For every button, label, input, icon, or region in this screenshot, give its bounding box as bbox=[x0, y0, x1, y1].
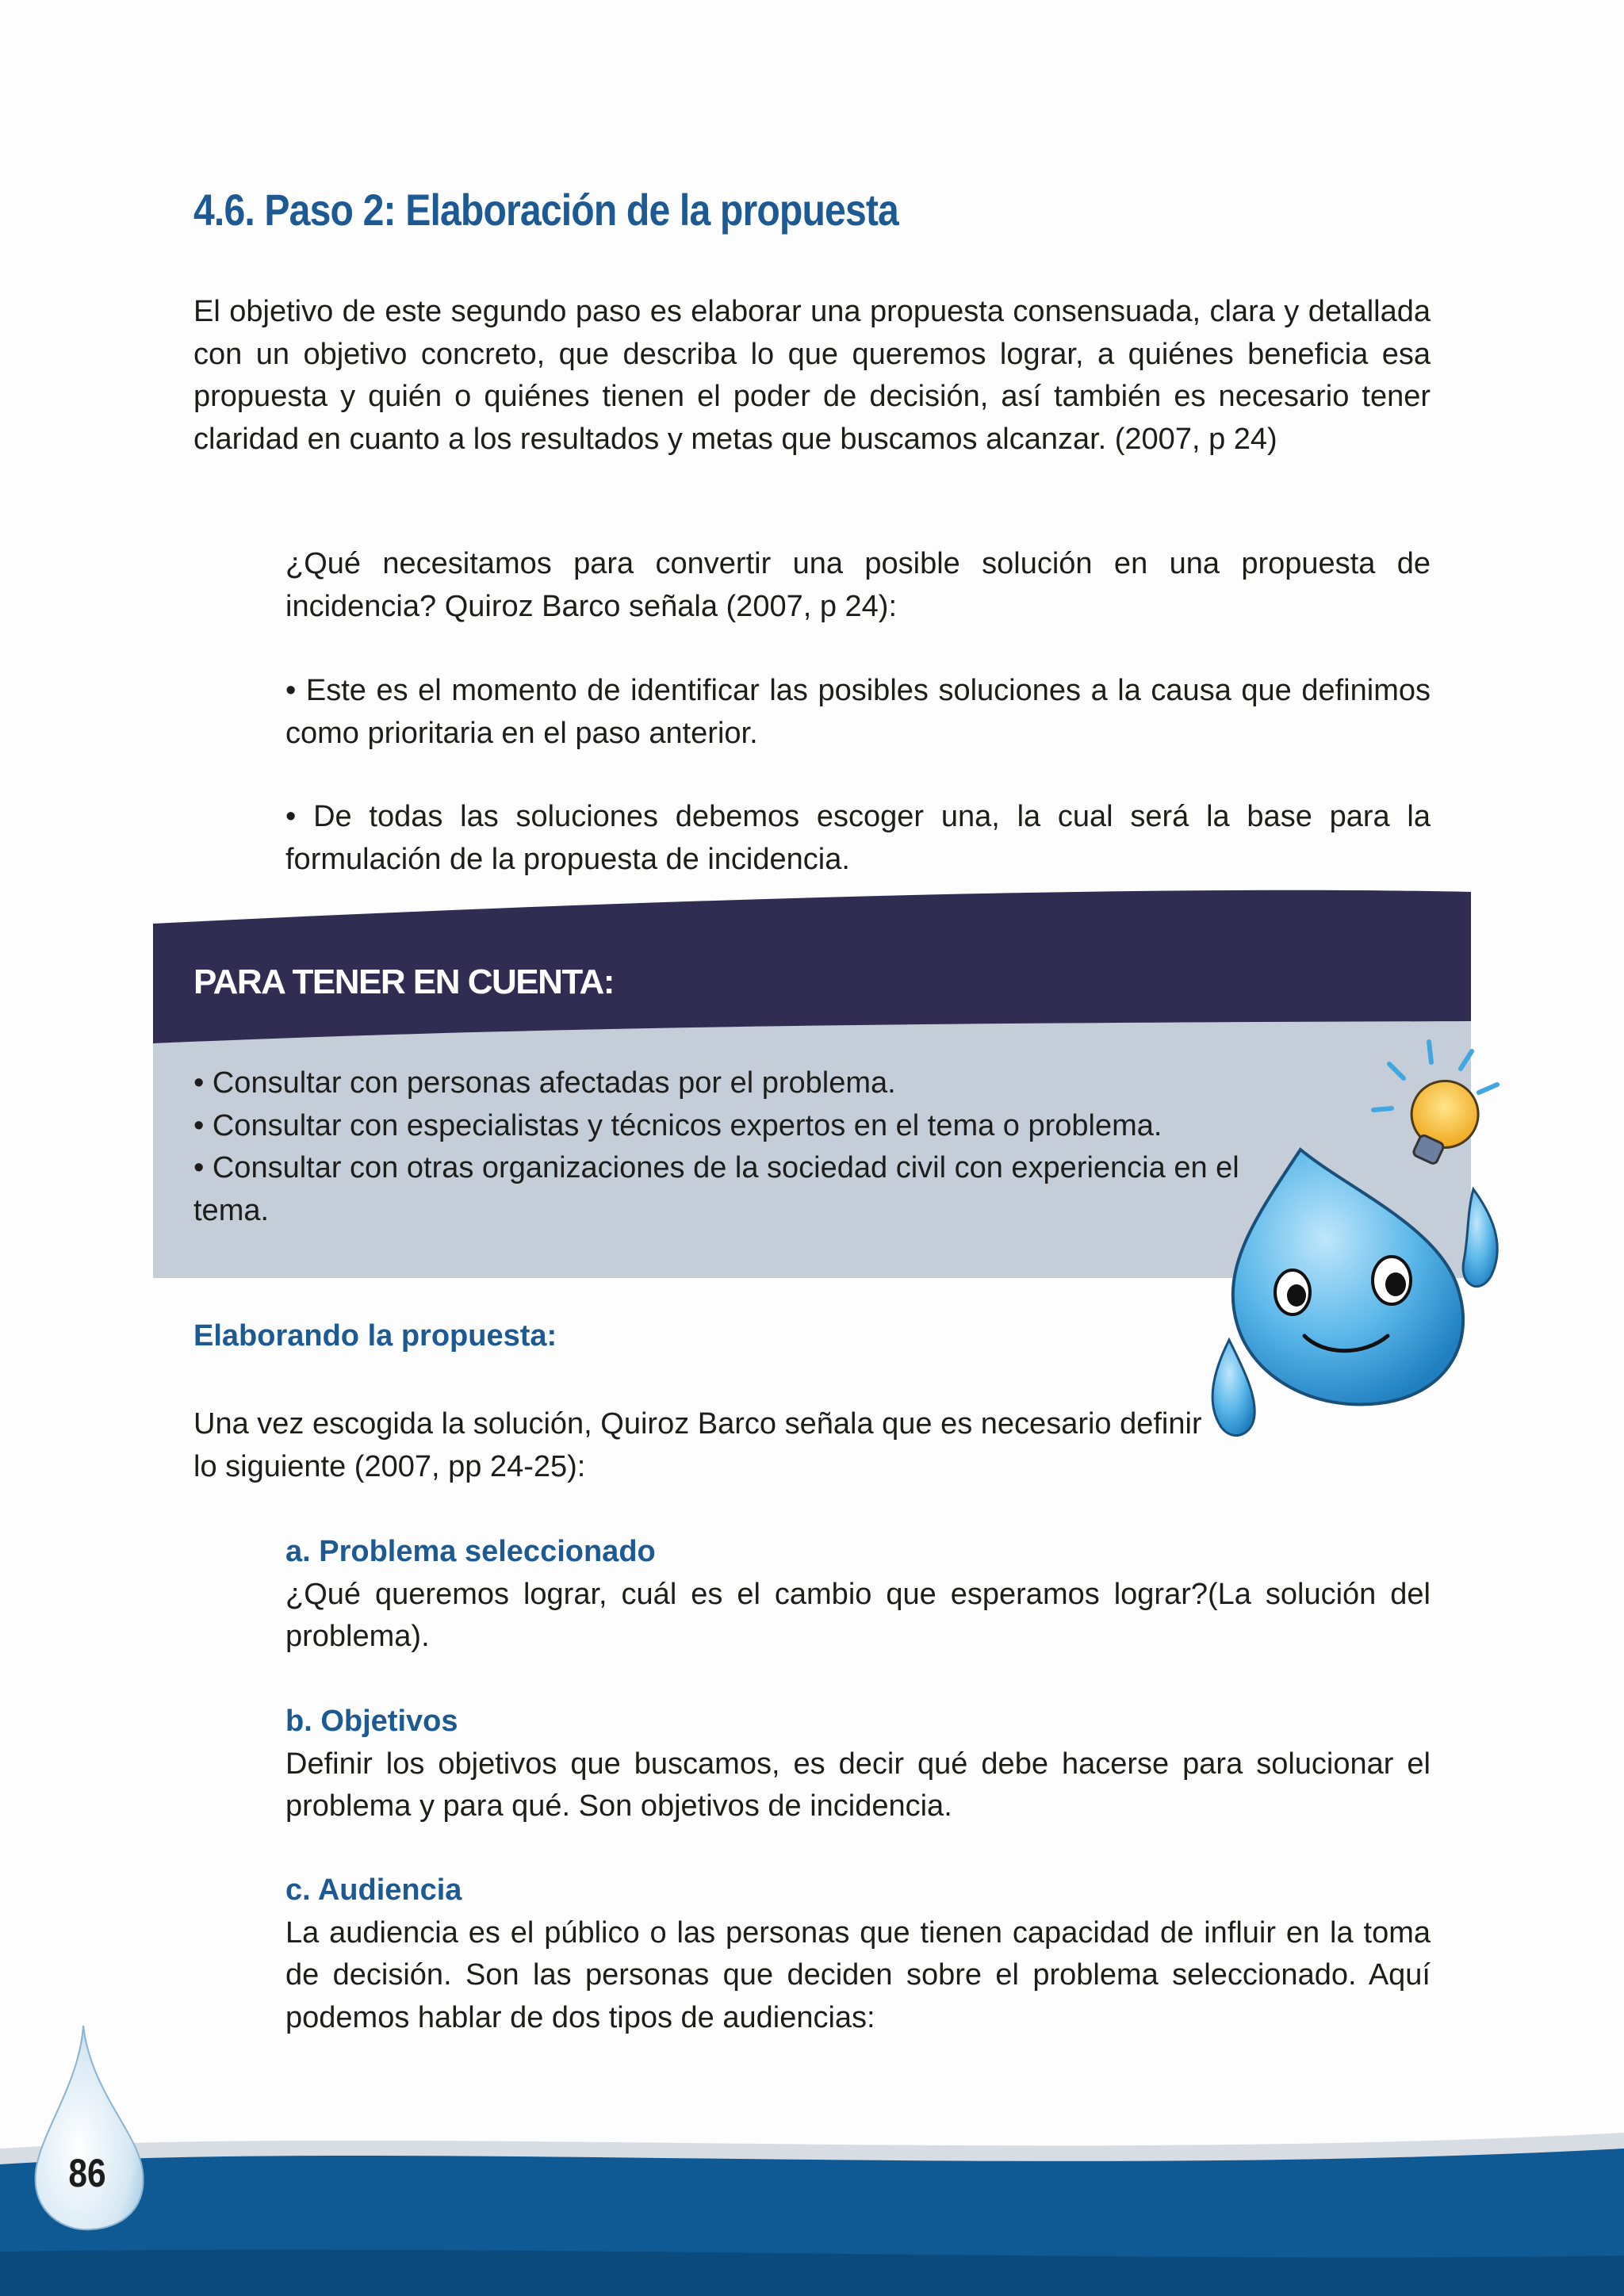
water-drop-mascot-illustration bbox=[1205, 1031, 1554, 1475]
page-number: 86 bbox=[68, 2151, 106, 2195]
definition-item-objectives bbox=[285, 1701, 1431, 1828]
bullet-paragraph-1: • Este es el momento de identificar las posibles soluciones a la causa que definimos como prioritaria en el paso anterior. bbox=[285, 674, 1431, 750]
small-droplet-icon bbox=[1463, 1189, 1497, 1287]
item-title: a. Problema seleccionado bbox=[285, 1535, 656, 1568]
bullet-paragraph-2: • De todas las soluciones debemos escoger una, la cual será la base para la formulación de la propuesta de incidencia. bbox=[285, 800, 1431, 876]
footer-wave bbox=[0, 2093, 1624, 2296]
section-heading: 4.6. Paso 2: Elaboración de la propuesta bbox=[193, 185, 898, 235]
callout-tip: • Consultar con otras organizaciones de la sociedad civil con experiencia en el tema. bbox=[193, 1151, 1239, 1227]
page-number-droplet-icon bbox=[24, 2022, 159, 2236]
item-text: Definir los objetivos que buscamos, es decir qué debe hacerse para solucionar el problema y para qué. Son objetivos de incidencia. bbox=[285, 1747, 1431, 1823]
subsection-heading: Elaborando la propuesta: bbox=[193, 1319, 557, 1353]
item-text: ¿Qué queremos lograr, cuál es el cambio que esperamos lograr?(La solución del problema). bbox=[285, 1577, 1431, 1653]
item-title: c. Audiencia bbox=[285, 1873, 462, 1907]
callout-title: PARA TENER EN CUENTA: bbox=[193, 962, 614, 1001]
lightbulb-icon bbox=[1393, 1070, 1489, 1174]
question-paragraph: ¿Qué necesitamos para convertir una posible solución en una propuesta de incidencia? Quiroz Barco señala (2007, p 24): bbox=[285, 547, 1431, 623]
definition-item-problem bbox=[285, 1531, 1431, 1659]
definition-item-audience bbox=[285, 1869, 1431, 2039]
callout-tip: • Consultar con especialistas y técnicos expertos en el tema o problema. bbox=[193, 1108, 1162, 1142]
item-text: La audiencia es el público o las personas que tienen capacidad de influir en la toma de decisión. Son las personas que deciden sobre el problema seleccionado. Aquí podemos hablar de dos tipos de audiencias: bbox=[285, 1915, 1431, 2034]
item-title: b. Objetivos bbox=[285, 1705, 458, 1738]
callout-tip-list bbox=[193, 1062, 1288, 1232]
callout-tip: • Consultar con personas afectadas por el problema. bbox=[193, 1066, 896, 1100]
intro-paragraph: El objetivo de este segundo paso es elaborar una propuesta consensuada, clara y detallada con un objetivo concreto, que describa lo que queremos lograr, a quiénes beneficia esa propuesta y quién o quiénes tienen el poder de decisión, así también es necesario tener claridad en cuanto a los resultados y metas que buscamos alcanzar. (2007, p 24) bbox=[193, 295, 1431, 456]
subsection-intro: Una vez escogida la solución, Quiroz Barco señala que es necesario definir lo siguiente (2007, pp 24-25): bbox=[193, 1407, 1202, 1483]
main-droplet-icon bbox=[1233, 1150, 1463, 1405]
